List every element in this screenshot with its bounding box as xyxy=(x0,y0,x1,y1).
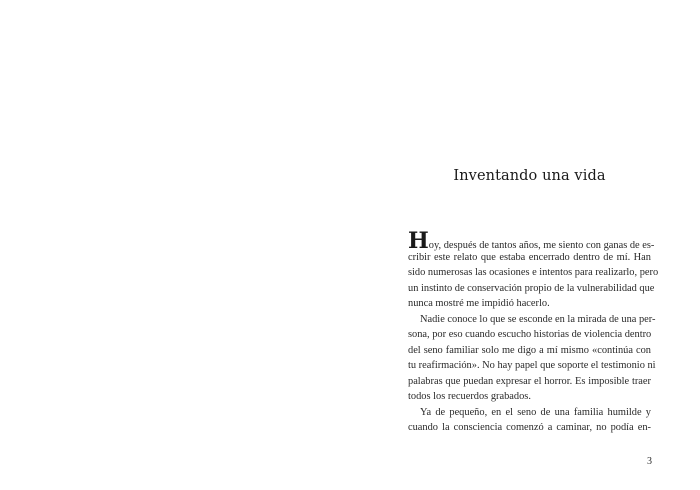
text-line-6: Nadie conoce lo que se esconde en la mirada de una per- xyxy=(420,313,656,325)
text-line-11: todos los recuerdos grabados. xyxy=(408,391,531,402)
text-line-4: un instinto de conservación propio de la vulnerabilidad que xyxy=(408,282,655,294)
text-line-8: del seno familiar solo me digo a mí mismo «continúa con xyxy=(408,344,651,356)
text-line-5: nunca mostré me impidió hacerlo. xyxy=(408,298,550,309)
chapter-body xyxy=(408,228,659,436)
text-line-13: cuando la consciencia comenzó a caminar, no podía en- xyxy=(408,422,651,433)
text-line-9: tu reafirmación». No hay papel que soporte el testimonio ni xyxy=(408,360,656,371)
text-line-1-content: oy, después de tantos años, me siento con ganas de es- xyxy=(428,240,655,251)
text-line-12: Ya de pequeño, en el seno de una familia humilde y xyxy=(420,406,651,418)
text-line-10: palabras que puedan expresar el horror. Es imposible traer xyxy=(408,375,651,387)
text-line-7: sona, por eso cuando escucho historias de violencia dentro xyxy=(408,329,652,340)
text-line-3: sido numerosas las ocasiones e intentos para realizarlo, pero xyxy=(408,267,659,278)
text-line-2: cribir este relato que estaba encerrado dentro de mí. Han xyxy=(408,251,651,263)
chapter-title: Inventando una vida xyxy=(453,168,606,184)
page-number: 3 xyxy=(647,456,652,467)
drop-cap: H xyxy=(408,228,429,254)
text-line-1 xyxy=(408,228,655,254)
